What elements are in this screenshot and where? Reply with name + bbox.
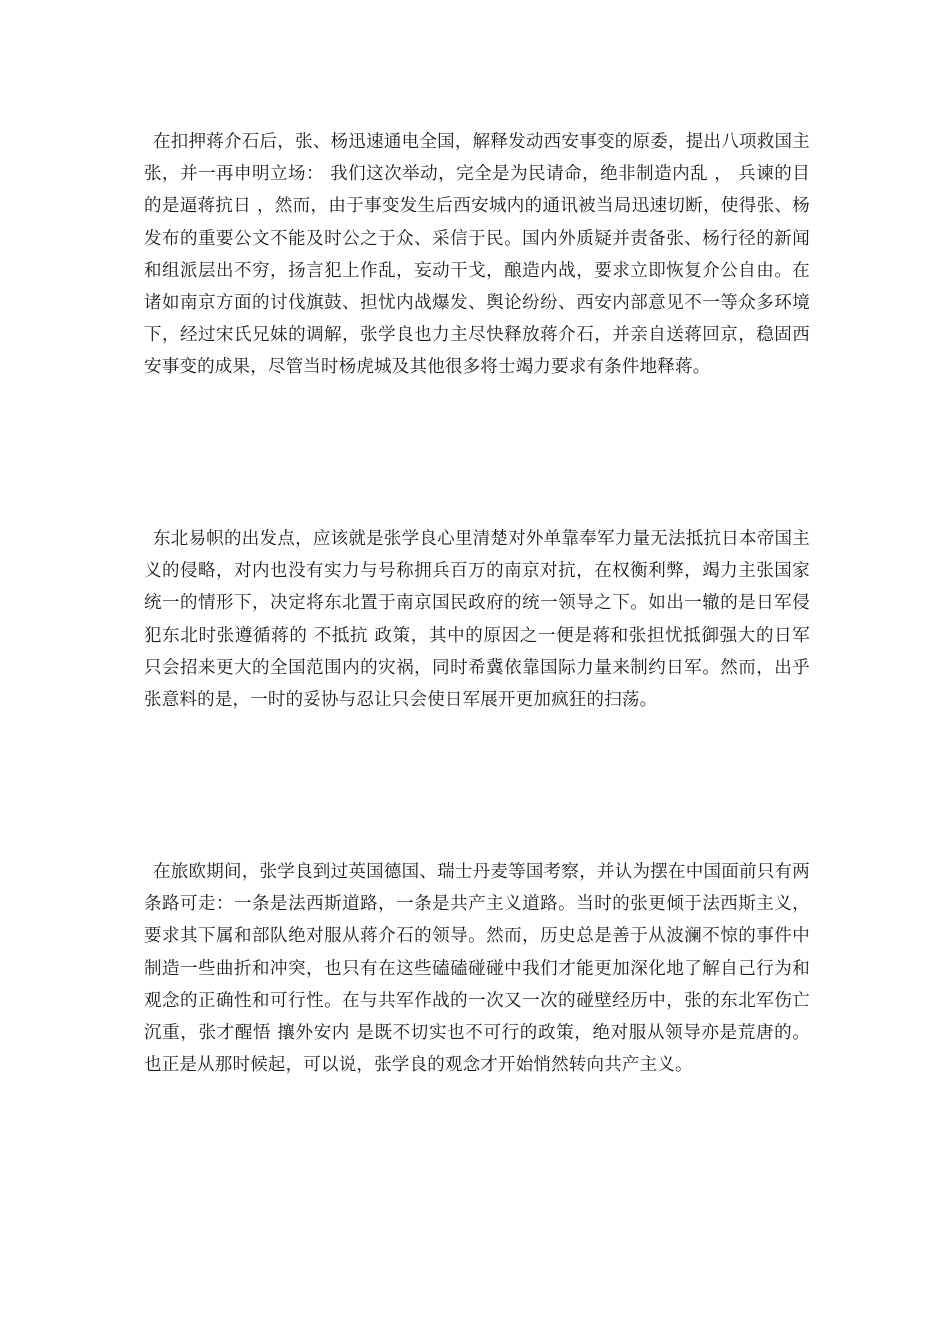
paragraph-xian-incident: 在扣押蒋介石后，张、杨迅速通电全国，解释发动西安事变的原委，提出八项救国主张，并一再申明立场： 我们这次举动，完全是为民请命，绝非制造内乱 ， 兵谏的目的是逼蒋抗日 ，然而，由于事变发生后西安城内的通讯被当局迅速切断，使得张、杨发布的重要公文不能及时公之于众、采信于民。国内外质疑并责备张、杨行径的新闻和组派层出不穷，扬言犯上作乱，妄动干戈，酿造内战，要求立即恢复介公自由。在诸如南京方面的讨伐旗鼓、担忧内战爆发、舆论纷纷、西安内部意见不一等众多环境下，经过宋氏兄妹的调解，张学良也力主尽快释放蒋介石，并亲自送蒋回京，稳固西安事变的成果，尽管当时杨虎城及其他很多将士竭力要求有条件地释蒋。: [144, 132, 810, 378]
paragraph-europe-travel: 在旅欧期间，张学良到过英国德国、瑞士丹麦等国考察，并认为摆在中国面前只有两条路可走：一条是法西斯道路，一条是共产主义道路。当时的张更倾于法西斯主义，要求其下属和部队绝对服从蒋介石的领导。然而，历史总是善于从波澜不惊的事件中制造一些曲折和冲突，也只有在这些磕磕碰碰中我们才能更加深化地了解自己行为和观念的正确性和可行性。在与共军作战的一次又一次的碰壁经历中，张的东北军伤亡沉重，张才醒悟 攘外安内 是既不切实也不可行的政策，绝对服从领导亦是荒唐的。也正是从那时候起，可以说，张学良的观念才开始悄然转向共产主义。: [144, 862, 810, 1076]
paragraph-northeast-flag-change: 东北易帜的出发点，应该就是张学良心里清楚对外单靠奉军力量无法抵抗日本帝国主义的侵略，对内也没有实力与号称拥兵百万的南京对抗，在权衡利弊，竭力主张国家统一的情形下，决定将东北置于南京国民政府的统一领导之下。如出一辙的是日军侵犯东北时张遵循蒋的 不抵抗 政策，其中的原因之一便是蒋和张担忧抵御强大的日军只会招来更大的全国范围内的灾祸，同时希冀依靠国际力量来制约日军。然而，出乎张意料的是，一时的妥协与忍让只会使日军展开更加疯狂的扫荡。: [144, 529, 810, 711]
